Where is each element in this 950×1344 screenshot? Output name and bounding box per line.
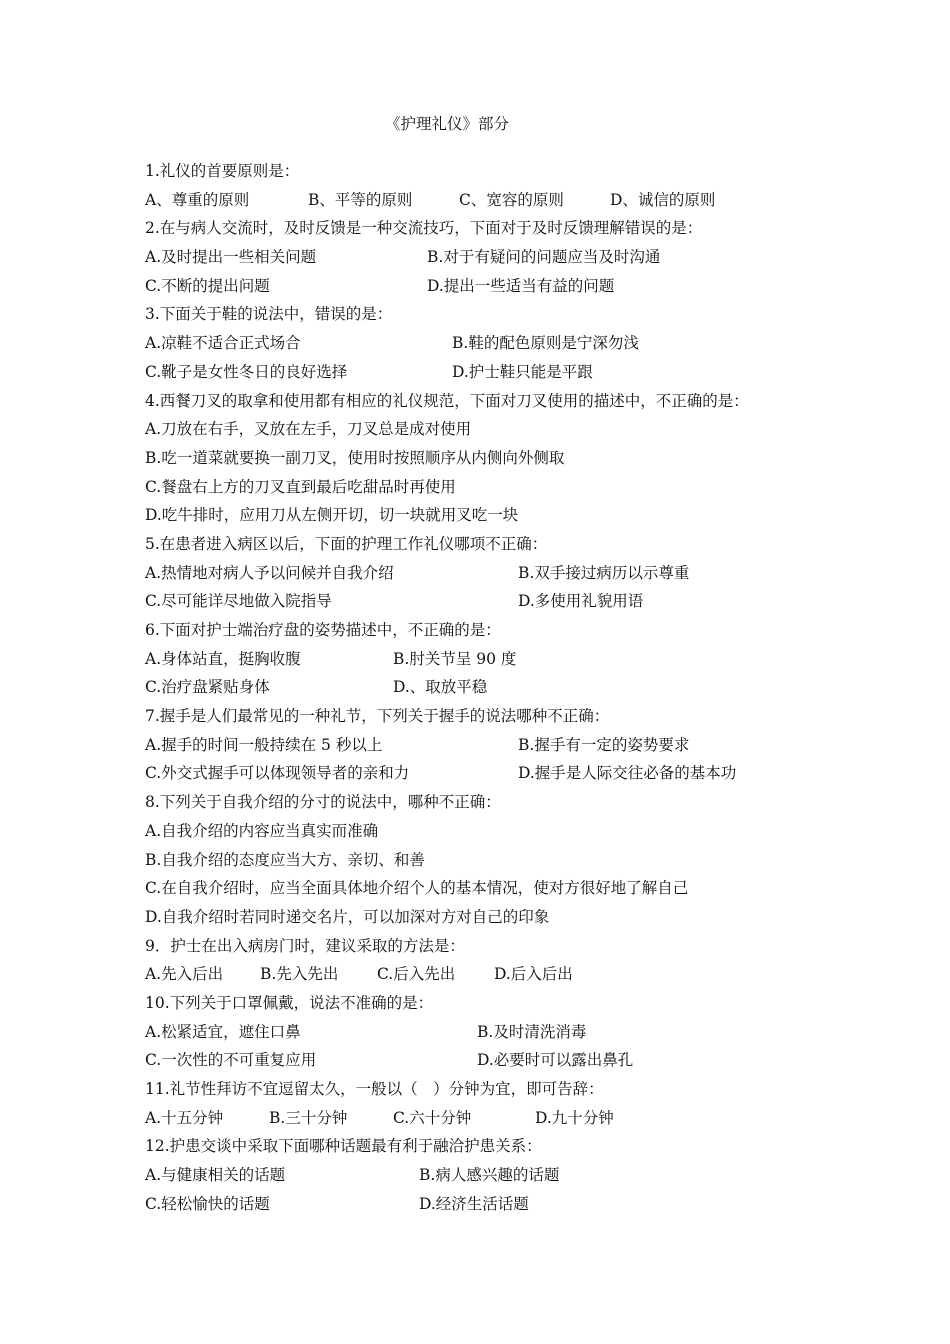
option-1a: A、尊重的原则	[145, 190, 250, 209]
option-3b: B.鞋的配色原则是宁深勿浅	[452, 334, 639, 353]
option-11b: B.三十分钟	[269, 1108, 348, 1127]
question-stem-5: 5.在患者进入病区以后，下面的护理工作礼仪哪项不正确：	[145, 534, 548, 553]
question-stem-4: 4.西餐刀叉的取拿和使用都有相应的礼仪规范，下面对刀叉使用的描述中，不正确的是：	[145, 391, 749, 410]
option-4c: C.餐盘右上方的刀叉直到最后吃甜品时再使用	[145, 477, 456, 496]
question-options-7cd	[145, 759, 845, 788]
question-options-5ab	[145, 559, 845, 588]
option-8a: A.自我介绍的内容应当真实而准确	[145, 821, 379, 840]
option-3a: A.凉鞋不适合正式场合	[145, 334, 301, 353]
option-10c: C.一次性的不可重复应用	[145, 1051, 317, 1070]
option-4a: A.刀放在右手，叉放在左手，刀叉总是成对使用	[145, 420, 472, 439]
question-options-2cd	[145, 272, 845, 301]
option-5d: D.多使用礼貌用语	[518, 592, 644, 611]
option-7a: A.握手的时间一般持续在 5 秒以上	[145, 735, 383, 754]
question-options-10ab	[145, 1018, 845, 1047]
option-5a: A.热情地对病人予以问候并自我介绍	[145, 563, 394, 582]
option-7d: D.握手是人际交往必备的基本功	[518, 764, 737, 783]
option-3c: C.靴子是女性冬日的良好选择	[145, 362, 348, 381]
question-options-3ab	[145, 329, 845, 358]
question-options-5cd	[145, 587, 845, 616]
question-options-12cd	[145, 1190, 845, 1219]
option-7b: B.握手有一定的姿势要求	[518, 735, 690, 754]
option-2a: A.及时提出一些相关问题	[145, 248, 317, 267]
question-list	[145, 157, 845, 1218]
option-4d: D.吃牛排时，应用刀从左侧开切，切一块就用叉吃一块	[145, 506, 519, 525]
question-options-7ab	[145, 731, 845, 760]
question-options-6cd	[145, 673, 845, 702]
option-4b: B.吃一道菜就要换一副刀叉，使用时按照顺序从内侧向外侧取	[145, 448, 565, 467]
question-stem-1: 1.礼仪的首要原则是：	[145, 162, 300, 180]
question-stem-11: 11.礼节性拜访不宜逗留太久，一般以（ ）分钟为宜，即可告辞：	[145, 1080, 604, 1098]
option-6b: B.肘关节呈 90 度	[393, 649, 517, 668]
question-stem-8: 8.下列关于自我介绍的分寸的说法中，哪种不正确：	[145, 793, 501, 812]
option-12b: B.病人感兴趣的话题	[419, 1166, 560, 1185]
option-1c: C、宽容的原则	[459, 190, 564, 209]
question-stem-3: 3.下面关于鞋的说法中，错误的是：	[145, 305, 393, 324]
option-11a: A.十五分钟	[145, 1108, 224, 1127]
option-9d: D.后入后出	[494, 965, 573, 984]
option-12c: C.轻松愉快的话题	[145, 1194, 270, 1213]
question-options-10cd	[145, 1046, 845, 1075]
question-stem-6: 6.下面对护士端治疗盘的姿势描述中，不正确的是：	[145, 621, 501, 639]
question-stem-12: 12.护患交谈中采取下面哪种话题最有利于融洽护患关系：	[145, 1137, 542, 1156]
question-options-2ab	[145, 243, 845, 272]
question-stem-7: 7.握手是人们最常见的一种礼节，下列关于握手的说法哪种不正确：	[145, 707, 610, 726]
option-12d: D.经济生活话题	[419, 1194, 529, 1213]
option-6d: D.、取放平稳	[393, 678, 488, 697]
option-8c: C.在自我介绍时，应当全面具体地介绍个人的基本情况，使对方很好地了解自己	[145, 879, 689, 898]
question-options-9	[145, 960, 845, 989]
option-2b: B.对于有疑问的问题应当及时沟通	[427, 248, 661, 267]
question-options-11	[145, 1104, 845, 1133]
option-11c: C.六十分钟	[393, 1108, 472, 1127]
question-options-12ab	[145, 1161, 845, 1190]
question-stem-10: 10.下列关于口罩佩戴，说法不准确的是：	[145, 993, 434, 1012]
option-8b: B.自我介绍的态度应当大方、亲切、和善	[145, 850, 425, 869]
option-2d: D.提出一些适当有益的问题	[427, 276, 615, 295]
option-7c: C.外交式握手可以体现领导者的亲和力	[145, 764, 410, 783]
option-3d: D.护士鞋只能是平跟	[452, 362, 593, 381]
question-options-3cd	[145, 358, 845, 387]
option-10b: B.及时清洗消毒	[477, 1022, 587, 1041]
option-6c: C.治疗盘紧贴身体	[145, 678, 270, 697]
option-5b: B.双手接过病历以示尊重	[518, 563, 690, 582]
option-5c: C.尽可能详尽地做入院指导	[145, 592, 332, 611]
option-6a: A.身体站直，挺胸收腹	[145, 649, 301, 668]
option-8d: D.自我介绍时若同时递交名片，可以加深对方对自己的印象	[145, 907, 550, 926]
option-12a: A.与健康相关的话题	[145, 1166, 286, 1185]
question-stem-9: 9．护士在出入病房门时，建议采取的方法是：	[145, 936, 465, 955]
question-options-6ab	[145, 645, 845, 674]
document-title: 《护理礼仪》部分	[385, 115, 510, 133]
question-options-1	[145, 186, 845, 215]
option-11d: D.九十分钟	[535, 1108, 614, 1127]
option-10d: D.必要时可以露出鼻孔	[477, 1051, 634, 1070]
option-9c: C.后入先出	[377, 965, 456, 984]
option-2c: C.不断的提出问题	[145, 276, 270, 295]
option-1d: D、诚信的原则	[610, 190, 716, 209]
question-stem-2: 2.在与病人交流时，及时反馈是一种交流技巧，下面对于及时反馈理解错误的是：	[145, 219, 703, 238]
option-10a: A.松紧适宜，遮住口鼻	[145, 1022, 301, 1041]
option-1b: B、平等的原则	[308, 190, 413, 209]
option-9b: B.先入先出	[260, 965, 339, 984]
option-9a: A.先入后出	[145, 965, 224, 984]
